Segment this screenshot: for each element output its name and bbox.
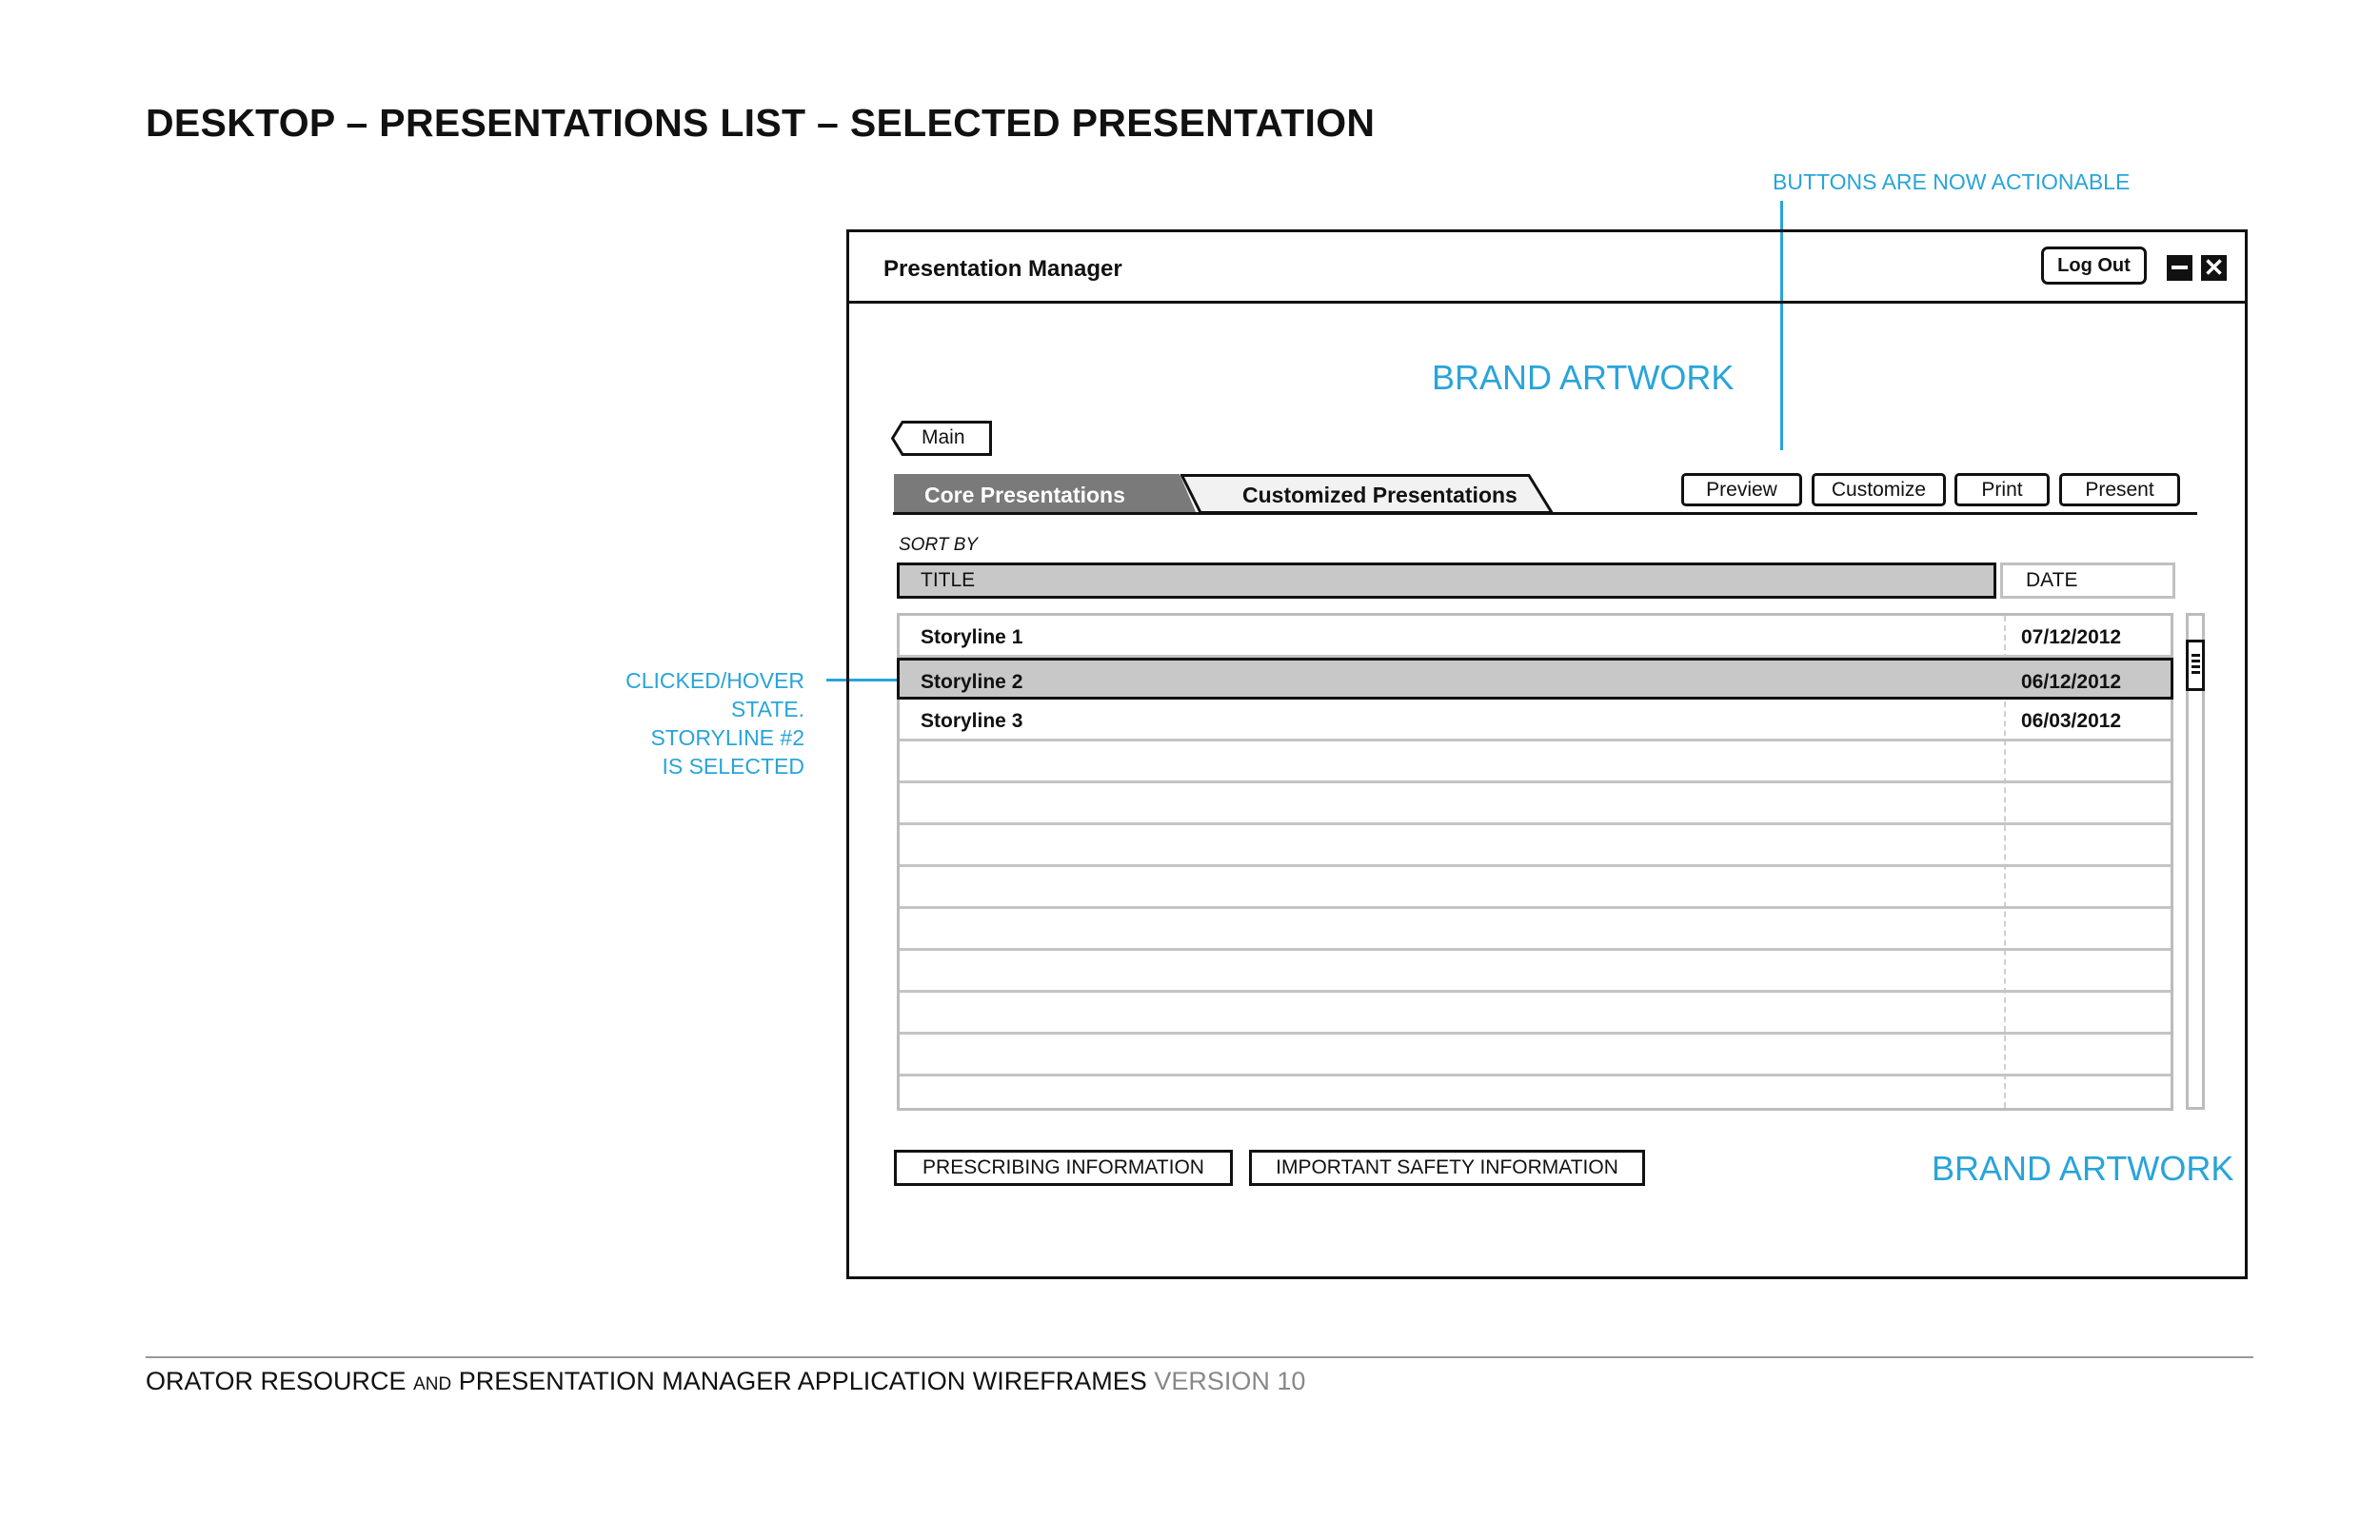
list-item-empty	[900, 867, 2171, 909]
selection-annotation-line-1: CLICKED/HOVER	[625, 668, 804, 693]
presentation-list	[897, 613, 2173, 1111]
list-item-empty	[900, 741, 2171, 783]
tab-custom-label: Customized Presentations	[1242, 483, 1517, 507]
app-window	[846, 229, 2248, 1279]
footer-version: VERSION 10	[1154, 1367, 1306, 1395]
main-back-label: Main	[922, 426, 965, 448]
important-safety-information-button[interactable]: IMPORTANT SAFETY INFORMATION	[1249, 1150, 1645, 1186]
logout-button[interactable]: Log Out	[2041, 247, 2147, 285]
list-item-title: Storyline 1	[921, 626, 1023, 648]
sort-by-label: SORT BY	[899, 535, 979, 555]
selection-annotation-line-3: STORYLINE #2	[650, 725, 804, 750]
document-footer	[146, 1367, 1305, 1396]
print-button[interactable]: Print	[1954, 473, 2050, 506]
selection-annotation	[571, 666, 804, 780]
tab-customized-presentations[interactable]	[1180, 474, 1557, 514]
list-item-title: Storyline 2	[921, 671, 1023, 693]
tabs-underline	[893, 512, 2197, 515]
list-item-empty	[900, 783, 2171, 825]
title-bar	[849, 232, 2245, 304]
list-item-title: Storyline 3	[921, 710, 1023, 732]
list-item-date: 06/03/2012	[2021, 710, 2122, 732]
main-back-button[interactable]	[891, 421, 992, 456]
list-item-selected[interactable]	[897, 658, 2173, 700]
list-item-empty	[900, 909, 2171, 951]
list-item-empty	[900, 825, 2171, 867]
list-item-empty	[900, 993, 2171, 1035]
brand-artwork-top: BRAND ARTWORK	[1432, 358, 1735, 397]
sort-title-column[interactable]: TITLE	[897, 563, 1996, 599]
list-item-date: 07/12/2012	[2021, 626, 2122, 648]
present-button[interactable]: Present	[2059, 473, 2180, 506]
selection-annotation-line-2: STATE.	[730, 697, 804, 721]
list-item[interactable]	[900, 700, 2171, 741]
tab-core-label: Core Presentations	[924, 483, 1125, 507]
list-item-empty	[900, 1035, 2171, 1076]
app-title: Presentation Manager	[883, 256, 1122, 282]
footer-part-1: ORATOR RESOURCE	[146, 1367, 407, 1395]
buttons-annotation: BUTTONS ARE NOW ACTIONABLE	[1773, 169, 2131, 194]
footer-part-2: AND	[413, 1374, 452, 1394]
list-item-date: 06/12/2012	[2021, 671, 2122, 693]
list-item-empty	[900, 951, 2171, 993]
selection-annotation-line-4: IS SELECTED	[662, 754, 804, 779]
customize-button[interactable]: Customize	[1812, 473, 1946, 506]
footer-rule	[146, 1356, 2253, 1358]
preview-button[interactable]: Preview	[1681, 473, 1802, 506]
footer-part-3: PRESENTATION MANAGER APPLICATION WIREFRAMES	[458, 1367, 1147, 1395]
page-title: DESKTOP – PRESENTATIONS LIST – SELECTED PRESENTATION	[146, 101, 1376, 145]
list-item[interactable]	[900, 616, 2171, 658]
prescribing-information-button[interactable]: PRESCRIBING INFORMATION	[894, 1150, 1233, 1186]
brand-artwork-bottom: BRAND ARTWORK	[1932, 1149, 2234, 1188]
close-icon[interactable]: ✕	[2201, 255, 2227, 281]
sort-date-column[interactable]: DATE	[2000, 563, 2175, 599]
scrollbar-thumb[interactable]	[2186, 640, 2205, 691]
minimize-icon[interactable]	[2167, 255, 2192, 281]
tab-core-presentations[interactable]	[894, 474, 1189, 514]
